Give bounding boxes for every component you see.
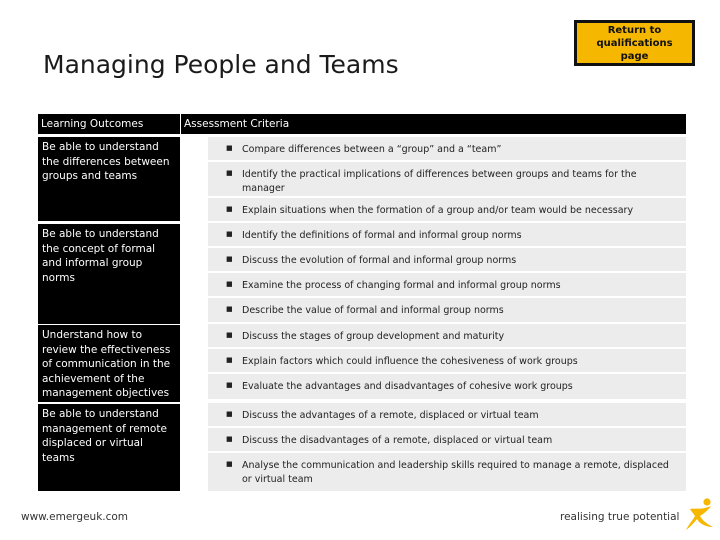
bullet-icon: ■ (226, 230, 233, 238)
criterion-row (208, 374, 686, 399)
bullet-icon: ■ (226, 460, 233, 468)
learning-outcome-text: Be able to understand management of remote displaced or virtual teams (42, 408, 167, 464)
bullet-icon: ■ (226, 410, 233, 418)
learning-outcome-text: Understand how to review the effectiveness of communication in the achievement of the management objectives (42, 329, 171, 399)
criterion-row (208, 428, 686, 451)
criterion-row (208, 453, 686, 491)
criterion-row (208, 248, 686, 271)
bullet-icon: ■ (226, 331, 233, 339)
criterion-text: Analyse the communication and leadership skills required to manage a remote, displaced or virtual team (242, 460, 669, 485)
return-to-qualifications-button[interactable] (574, 20, 695, 66)
criterion-text: Evaluate the advantages and disadvantages of cohesive work groups (242, 381, 573, 392)
bullet-icon: ■ (226, 435, 233, 443)
criterion-text: Discuss the evolution of formal and informal group norms (242, 255, 517, 266)
criterion-text: Examine the process of changing formal and informal group norms (242, 280, 561, 291)
learning-outcome-1 (38, 137, 180, 221)
criterion-row (208, 137, 686, 160)
criterion-text: Compare differences between a “group” and a “team” (242, 144, 502, 155)
learning-outcome-text: Be able to understand the concept of formal and informal group norms (42, 228, 159, 284)
tagline: realising true potential (560, 511, 680, 523)
bullet-icon: ■ (226, 280, 233, 288)
bullet-icon: ■ (226, 169, 233, 177)
learning-outcome-4 (38, 404, 180, 491)
criterion-row (208, 324, 686, 347)
bullet-icon: ■ (226, 381, 233, 389)
criterion-text: Discuss the advantages of a remote, displaced or virtual team (242, 410, 539, 421)
criterion-row (208, 349, 686, 372)
learning-outcome-3 (38, 325, 180, 402)
bullet-icon: ■ (226, 255, 233, 263)
criterion-text: Identify the practical implications of differences between groups and teams for the manager (242, 169, 637, 194)
page-title: Managing People and Teams (43, 50, 399, 79)
criterion-row (208, 162, 686, 196)
bullet-icon: ■ (226, 205, 233, 213)
learning-outcome-2 (38, 224, 180, 324)
bullet-icon: ■ (226, 305, 233, 313)
criterion-text: Describe the value of formal and informal group norms (242, 305, 504, 316)
return-button-label: Return to qualifications page (596, 24, 673, 62)
learning-outcomes-header: Learning Outcomes (38, 114, 180, 134)
criterion-text: Discuss the stages of group development and maturity (242, 331, 505, 342)
learning-outcome-text: Be able to understand the differences between groups and teams (42, 141, 170, 182)
criterion-row (208, 403, 686, 426)
criterion-row (208, 223, 686, 246)
criterion-row (208, 273, 686, 296)
criterion-text: Explain situations when the formation of a group and/or team would be necessary (242, 205, 634, 216)
website-link[interactable]: www.emergeuk.com (21, 511, 129, 523)
assessment-criteria-header: Assessment Criteria (181, 114, 686, 134)
emerge-logo-icon (684, 496, 716, 532)
criterion-row (208, 198, 686, 221)
criterion-text: Explain factors which could influence the cohesiveness of work groups (242, 356, 578, 367)
bullet-icon: ■ (226, 356, 233, 364)
criterion-text: Identify the definitions of formal and informal group norms (242, 230, 522, 241)
criterion-text: Discuss the disadvantages of a remote, displaced or virtual team (242, 435, 553, 446)
criterion-row (208, 298, 686, 322)
bullet-icon: ■ (226, 144, 233, 152)
